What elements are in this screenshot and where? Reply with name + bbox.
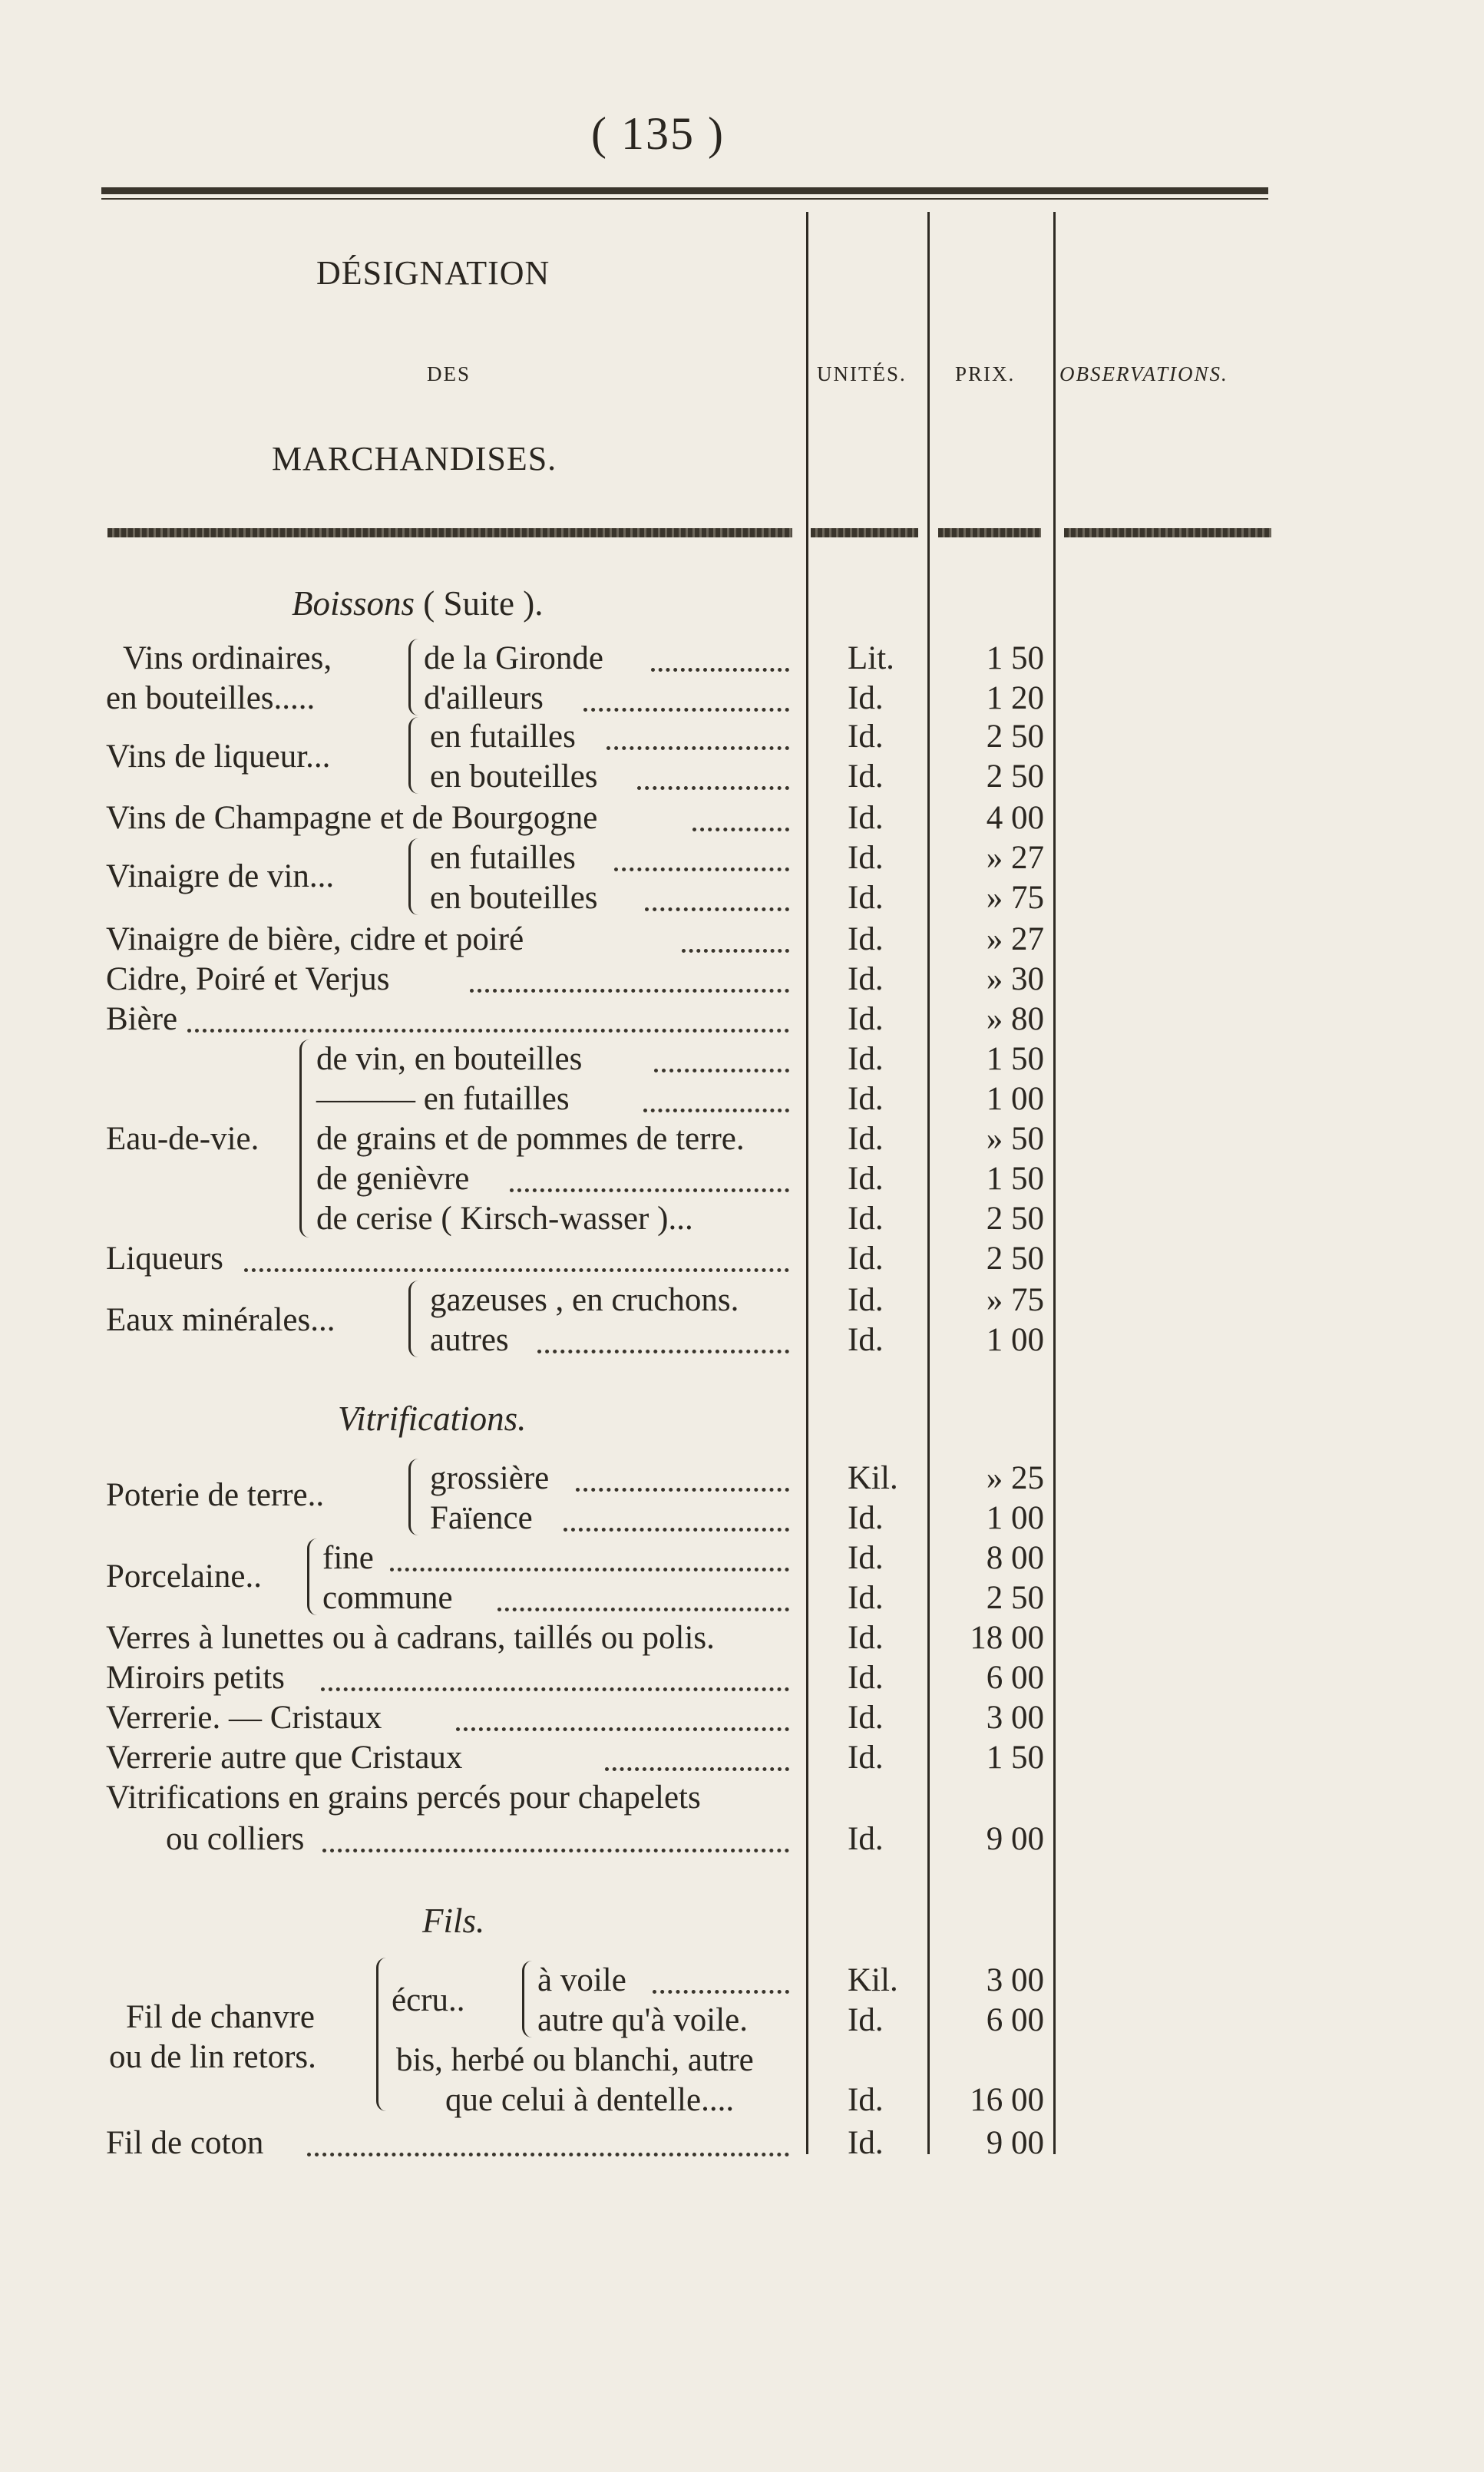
price-cell: 6 00 — [986, 2002, 1044, 2038]
leader-dots — [322, 1846, 789, 1852]
leader-dots — [637, 783, 789, 790]
leader-dots — [643, 1105, 789, 1112]
row-sub: de la Gironde — [424, 640, 604, 676]
unit-cell: Kil. — [848, 1460, 898, 1496]
leader-dots — [654, 1066, 789, 1072]
unit-cell: Id. — [848, 1660, 884, 1696]
leader-dots — [456, 1724, 789, 1731]
header-price: PRIX. — [955, 362, 1016, 385]
price-cell: » 80 — [986, 1001, 1044, 1037]
brace — [299, 1039, 309, 1238]
row-label: Verrerie. — Cristaux — [106, 1700, 382, 1736]
row-sub: à voile — [537, 1962, 626, 1998]
row-label: Verrerie autre que Cristaux — [106, 1740, 463, 1776]
leader-dots — [564, 1525, 789, 1532]
leader-dots — [645, 904, 789, 911]
unit-cell: Id. — [848, 2002, 884, 2038]
leader-dots — [576, 1485, 789, 1492]
section-title-fils: Fils. — [422, 1902, 485, 1940]
price-cell: » 27 — [986, 921, 1044, 957]
row-sub: fine — [322, 1540, 374, 1576]
row-label: Vinaigre de bière, cidre et poiré — [106, 921, 524, 957]
unit-cell: Lit. — [848, 640, 894, 676]
header-bar — [1064, 528, 1271, 537]
row-sub: grossière — [430, 1460, 550, 1496]
row-sub: en bouteilles — [430, 758, 598, 795]
row-label: ou colliers — [166, 1821, 305, 1857]
price-cell: » 30 — [986, 961, 1044, 997]
price-cell: 9 00 — [986, 2125, 1044, 2161]
brace — [408, 717, 418, 794]
column-divider — [806, 212, 808, 2154]
leader-dots — [653, 1987, 789, 1994]
unit-cell: Id. — [848, 719, 884, 755]
header-units: UNITÉS. — [817, 362, 907, 385]
brace — [408, 838, 418, 915]
unit-cell: Id. — [848, 2082, 884, 2118]
top-rule — [101, 187, 1268, 194]
leader-dots — [692, 825, 789, 831]
price-cell: 2 50 — [986, 758, 1044, 795]
price-cell: 1 00 — [986, 1322, 1044, 1358]
unit-cell: Id. — [848, 1500, 884, 1536]
row-label: Fil de chanvre — [126, 1999, 315, 2035]
leader-dots — [537, 1347, 789, 1353]
brace — [408, 1281, 418, 1357]
row-sub: d'ailleurs — [424, 680, 544, 716]
row-sub: en futailles — [430, 719, 576, 755]
price-cell: 1 20 — [986, 680, 1044, 716]
row-sub: Faïence — [430, 1500, 533, 1536]
header-bar — [107, 528, 792, 537]
leader-dots — [651, 665, 789, 672]
price-cell: 9 00 — [986, 1821, 1044, 1857]
price-cell: 16 00 — [970, 2082, 1044, 2118]
unit-cell: Id. — [848, 1700, 884, 1736]
leader-dots — [682, 946, 789, 953]
header-des: DES — [427, 362, 471, 385]
unit-cell: Id. — [848, 1740, 884, 1776]
price-cell: 1 00 — [986, 1500, 1044, 1536]
header-designation: DÉSIGNATION — [316, 254, 550, 292]
row-sub: autre qu'à voile. — [537, 2002, 748, 2038]
unit-cell: Id. — [848, 1001, 884, 1037]
price-cell: 2 50 — [986, 719, 1044, 755]
row-sub: de grains et de pommes de terre. — [316, 1121, 745, 1157]
row-label: Liqueurs — [106, 1241, 223, 1277]
unit-cell: Id. — [848, 1620, 884, 1656]
price-cell: 4 00 — [986, 800, 1044, 836]
unit-cell: Id. — [848, 1201, 884, 1237]
row-sub: bis, herbé ou blanchi, autre — [396, 2042, 754, 2078]
row-label: Miroirs petits — [106, 1660, 285, 1696]
row-label: Vins ordinaires, — [123, 640, 332, 676]
header-observations: OBSERVATIONS. — [1059, 362, 1228, 385]
price-cell: 1 50 — [986, 1161, 1044, 1197]
unit-cell: Id. — [848, 1580, 884, 1616]
brace — [408, 1459, 418, 1535]
row-sub: que celui à dentelle.... — [445, 2082, 735, 2118]
row-label: Eau-de-vie. — [106, 1121, 259, 1157]
page-number: ( 135 ) — [591, 108, 725, 159]
brace — [522, 1961, 532, 2037]
row-label: Cidre, Poiré et Verjus — [106, 961, 390, 997]
price-cell: 6 00 — [986, 1660, 1044, 1696]
unit-cell: Id. — [848, 1121, 884, 1157]
leader-dots — [497, 1604, 789, 1611]
unit-cell: Id. — [848, 961, 884, 997]
header-marchandises: MARCHANDISES. — [272, 440, 557, 478]
unit-cell: Id. — [848, 1322, 884, 1358]
unit-cell: Id. — [848, 1161, 884, 1197]
row-label: Vinaigre de vin... — [106, 858, 335, 894]
unit-cell: Id. — [848, 1241, 884, 1277]
row-sub: écru.. — [392, 1982, 465, 2018]
unit-cell: Kil. — [848, 1962, 898, 1998]
price-cell: » 75 — [986, 880, 1044, 916]
unit-cell: Id. — [848, 880, 884, 916]
unit-cell: Id. — [848, 1821, 884, 1857]
unit-cell: Id. — [848, 1041, 884, 1077]
price-cell: 2 50 — [986, 1201, 1044, 1237]
row-sub: en futailles — [430, 840, 576, 876]
leader-dots — [321, 1684, 789, 1691]
brace — [408, 639, 418, 715]
brace — [376, 1958, 386, 2111]
row-sub: commune — [322, 1580, 453, 1616]
row-label: Bière — [106, 1001, 178, 1037]
row-label: Verres à lunettes ou à cadrans, taillés ou polis. — [106, 1620, 715, 1656]
leader-dots — [614, 864, 789, 871]
price-cell: 8 00 — [986, 1540, 1044, 1576]
leader-dots — [187, 1026, 789, 1033]
unit-cell: Id. — [848, 680, 884, 716]
price-cell: 1 00 — [986, 1081, 1044, 1117]
row-label: Vins de liqueur... — [106, 739, 331, 775]
unit-cell: Id. — [848, 2125, 884, 2161]
price-cell: 2 50 — [986, 1580, 1044, 1616]
section-title-vitrifications: Vitrifications. — [338, 1400, 527, 1438]
price-cell: 1 50 — [986, 640, 1044, 676]
leader-dots — [390, 1565, 789, 1571]
row-label: Vins de Champagne et de Bourgogne — [106, 800, 598, 836]
row-label: Eaux minérales... — [106, 1302, 335, 1338]
price-cell: » 27 — [986, 840, 1044, 876]
row-label: en bouteilles..... — [106, 680, 316, 716]
price-cell: 3 00 — [986, 1700, 1044, 1736]
leader-dots — [606, 743, 789, 750]
row-sub: en bouteilles — [430, 880, 598, 916]
price-cell: 1 50 — [986, 1041, 1044, 1077]
column-divider — [1053, 212, 1056, 2154]
section-title-boissons: Boissons ( Suite ). — [292, 584, 544, 623]
row-label: Fil de coton — [106, 2125, 264, 2161]
row-sub: autres — [430, 1322, 509, 1358]
top-rule-thin — [101, 198, 1268, 200]
leader-dots — [470, 986, 789, 993]
price-cell: 1 50 — [986, 1740, 1044, 1776]
leader-dots — [307, 2150, 789, 2156]
header-bar — [811, 528, 918, 537]
price-cell: » 50 — [986, 1121, 1044, 1157]
row-sub: de genièvre — [316, 1161, 470, 1197]
price-cell: 3 00 — [986, 1962, 1044, 1998]
row-sub: ——— en futailles — [316, 1081, 570, 1117]
row-label: Vitrifications en grains percés pour chapelets — [106, 1780, 701, 1816]
unit-cell: Id. — [848, 1540, 884, 1576]
row-label: Poterie de terre.. — [106, 1477, 325, 1513]
row-sub: de vin, en bouteilles — [316, 1041, 583, 1077]
unit-cell: Id. — [848, 1081, 884, 1117]
row-label: ou de lin retors. — [109, 2039, 316, 2075]
row-sub: gazeuses , en cruchons. — [430, 1282, 739, 1318]
unit-cell: Id. — [848, 758, 884, 795]
price-cell: » 25 — [986, 1460, 1044, 1496]
price-cell: 18 00 — [970, 1620, 1044, 1656]
leader-dots — [583, 705, 789, 712]
leader-dots — [244, 1265, 789, 1272]
header-bar — [938, 528, 1041, 537]
leader-dots — [510, 1185, 789, 1192]
row-sub: de cerise ( Kirsch-wasser )... — [316, 1201, 693, 1237]
unit-cell: Id. — [848, 840, 884, 876]
leader-dots — [605, 1764, 789, 1771]
brace — [307, 1538, 317, 1615]
unit-cell: Id. — [848, 1282, 884, 1318]
price-cell: 2 50 — [986, 1241, 1044, 1277]
row-label: Porcelaine.. — [106, 1558, 262, 1595]
unit-cell: Id. — [848, 921, 884, 957]
price-cell: » 75 — [986, 1282, 1044, 1318]
unit-cell: Id. — [848, 800, 884, 836]
